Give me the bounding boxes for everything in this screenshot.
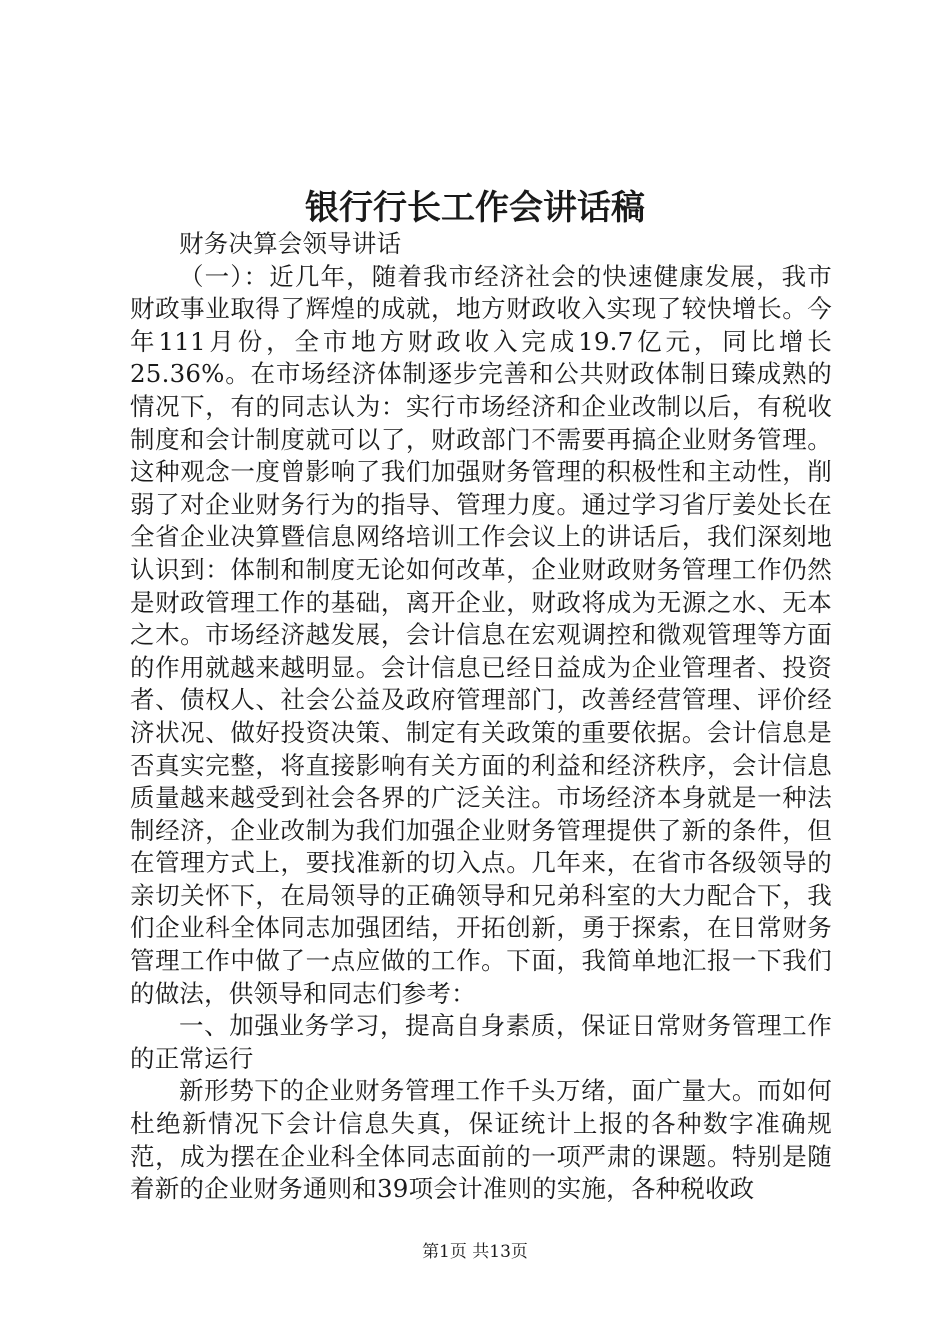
paragraph-section-body: 新形势下的企业财务管理工作千头万绪，面广量大。而如何杜绝新情况下会计信息失真，保证统计上报的各种数字准确规范，成为摆在企业科全体同志面前的一项严肃的课题。特别是随着新的企业财务通则和39项会计准则的实施，各种税收政 [130, 1076, 832, 1204]
paragraph-section-heading: 一、加强业务学习，提高自身素质，保证日常财务管理工作的正常运行 [130, 1011, 832, 1073]
paragraph-subtitle: 财务决算会领导讲话 [179, 229, 402, 258]
document-body [130, 228, 832, 1206]
paragraph-intro: （一）：近几年，随着我市经济社会的快速健康发展，我市财政事业取得了辉煌的成就，地方财政收入实现了较快增长。今年111月份，全市地方财政收入完成19.7亿元，同比增长25.36%。在市场经济体制逐步完善和公共财政体制日臻成熟的情况下，有的同志认为：实行市场经济和企业改制以后，有税收制度和会计制度就可以了，财政部门不需要再搞企业财务管理。这种观念一度曾影响了我们加强财务管理的积极性和主动性，削弱了对企业财务行为的指导、管理力度。通过学习省厅姜处长在全省企业决算暨信息网络培训工作会议上的讲话后，我们深刻地认识到：体制和制度无论如何改革，企业财政财务管理工作仍然是财政管理工作的基础，离开企业，财政将成为无源之水、无本之木。市场经济越发展，会计信息在宏观调控和微观管理等方面的作用就越来越明显。会计信息已经日益成为企业管理者、投资者、债权人、社会公益及政府管理部门，改善经营管理、评价经济状况、做好投资决策、制定有关政策的重要依据。会计信息是否真实完整，将直接影响有关方面的利益和经济秩序，会计信息质量越来越受到社会各界的广泛关注。市场经济本身就是一种法制经济，企业改制为我们加强企业财务管理提供了新的条件，但在管理方式上，要找准新的切入点。几年来，在省市各级领导的亲切关怀下，在局领导的正确领导和兄弟科室的大力配合下，我们企业科全体同志加强团结，开拓创新，勇于探索，在日常财务管理工作中做了一点应做的工作。下面，我简单地汇报一下我们的做法，供领导和同志们参考： [130, 261, 832, 1008]
page-number-footer: 第1页 共13页 [422, 1242, 528, 1262]
document-title: 银行行长工作会讲话稿 [305, 188, 645, 228]
